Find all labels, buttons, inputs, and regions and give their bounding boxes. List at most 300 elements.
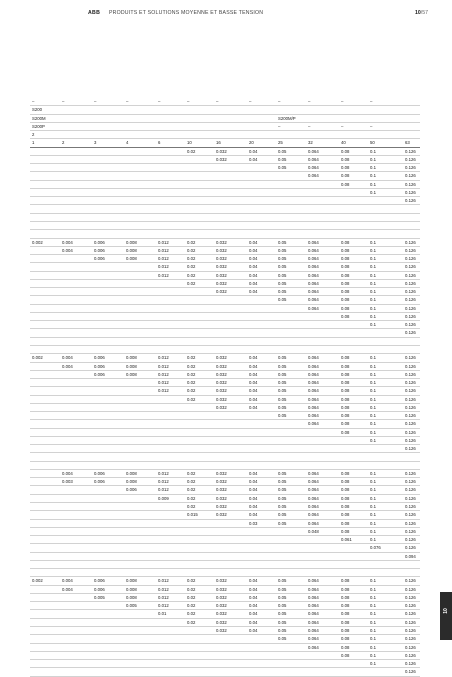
table-cell: 0.02	[187, 470, 196, 476]
table-cell: 0.02	[187, 363, 196, 369]
table-row	[30, 668, 420, 676]
table-row	[30, 363, 420, 371]
table-cell: 0.064	[308, 363, 319, 369]
table-cell: 0.126	[405, 611, 416, 617]
table-cell: 0.02	[187, 371, 196, 377]
table-row	[30, 544, 420, 552]
table-cell: 0.012	[158, 264, 169, 270]
table-cell: 0.126	[405, 628, 416, 633]
table-cell: 0.032	[216, 512, 227, 518]
table-cell: 0.1	[370, 429, 376, 435]
brand-logo: ABB	[88, 10, 101, 16]
table-cell: 0.04	[249, 495, 258, 501]
table-row	[30, 156, 420, 164]
table-cell: 0.04	[249, 256, 258, 262]
table-cell: –	[308, 99, 311, 104]
table-cell: 0.1	[370, 313, 376, 319]
table-cell: 0.08	[341, 247, 350, 253]
table-cell: 0.126	[405, 313, 416, 319]
table-cell: 0.064	[308, 165, 319, 171]
table-cell: 0.04	[249, 578, 258, 584]
table-row	[30, 172, 420, 180]
table-cell: 0.02	[187, 148, 196, 154]
table-cell: 0.006	[94, 247, 105, 253]
table-cell: 0.126	[405, 272, 416, 278]
table-cell: 0.02	[187, 594, 196, 600]
table-cell: 0.126	[405, 545, 416, 551]
table-row	[30, 313, 420, 321]
table-cell: 0.064	[308, 586, 319, 592]
table-cell: 0.064	[308, 280, 319, 286]
table-cell: 40	[341, 140, 346, 146]
table-cell: 0.05	[278, 512, 287, 518]
table-cell: 0.05	[278, 156, 287, 162]
table-header-row	[30, 98, 420, 106]
table-cell: 0.08	[341, 181, 350, 187]
table-cell: 0.032	[216, 603, 227, 609]
table-cell: 0.08	[341, 264, 350, 270]
table-cell: 6	[158, 140, 161, 146]
table-row	[30, 437, 420, 445]
table-cell: 0.1	[370, 322, 376, 328]
table-cell: 0.02	[187, 247, 196, 253]
page-title: PRODUITS ET SOLUTIONS MOYENNE ET BASSE TENSION	[109, 10, 264, 16]
table-cell: 0.064	[308, 404, 319, 410]
table-cell: 0.012	[158, 355, 169, 361]
table-cell: 0.08	[341, 594, 350, 600]
table-cell: 0.032	[216, 289, 227, 295]
table-cell: 0.015	[187, 512, 198, 518]
table-cell: 0.126	[405, 297, 416, 303]
table-cell: 0.006	[94, 479, 105, 485]
table-cell: –	[126, 99, 129, 104]
table-cell: 2	[62, 140, 65, 146]
table-cell: 0.04	[249, 619, 258, 625]
table-cell: 0.064	[308, 611, 319, 617]
table-cell: 0.1	[370, 504, 376, 510]
table-cell: 0.1	[370, 156, 376, 162]
table-row	[30, 511, 420, 519]
table-row	[30, 445, 420, 453]
table-row	[30, 396, 420, 404]
table-cell: 0.064	[308, 355, 319, 361]
table-cell: 0.126	[405, 636, 416, 642]
table-row	[30, 354, 420, 362]
table-cell: 0.04	[249, 396, 258, 402]
table-cell: 0.126	[405, 173, 416, 179]
table-cell: 0.002	[32, 355, 43, 361]
table-cell: 0.064	[308, 305, 319, 311]
table-cell: 0.1	[370, 256, 376, 262]
table-cell: 0.032	[216, 611, 227, 617]
table-cell: 0.006	[94, 470, 105, 476]
table-cell: 0.1	[370, 355, 376, 361]
table-cell: 0.004	[62, 470, 73, 476]
table-cell: 0.126	[405, 189, 416, 195]
table-cell: 0.032	[216, 256, 227, 262]
table-cell: 0.08	[341, 355, 350, 361]
table-cell: 0.02	[187, 380, 196, 386]
table-cell: 0.048	[308, 528, 319, 534]
table-cell: 0.004	[62, 578, 73, 584]
table-cell: –	[341, 123, 344, 129]
table-cell: 0.008	[126, 586, 137, 592]
table-row	[30, 528, 420, 536]
table-cell: 0.032	[216, 628, 227, 633]
table-cell: 0.005	[94, 594, 105, 600]
table-cell: 0.126	[405, 264, 416, 270]
table-cell: 0.032	[216, 404, 227, 410]
table-cell: 0.004	[62, 239, 73, 245]
table-cell: 0.08	[341, 487, 350, 493]
table-cell: 0.05	[278, 363, 287, 369]
table-cell: –	[370, 99, 373, 104]
table-cell: 20	[249, 140, 254, 146]
table-cell: 0.126	[405, 479, 416, 485]
table-cell: 0.1	[370, 594, 376, 600]
table-cell: 0.064	[308, 578, 319, 584]
table-cell: 0.08	[341, 297, 350, 303]
table-cell: 0.05	[278, 413, 287, 419]
table-cell: 0.08	[341, 652, 350, 658]
table-cell: 0.1	[370, 644, 376, 650]
table-cell: 0.08	[341, 644, 350, 650]
table-row	[30, 495, 420, 503]
table-cell: 0.064	[308, 371, 319, 377]
table-cell: 0.032	[216, 495, 227, 501]
table-cell: 0.126	[405, 586, 416, 592]
table-cell: 0.08	[341, 148, 350, 154]
table-cell: 0.006	[94, 578, 105, 584]
table-cell: 0.08	[341, 272, 350, 278]
table-row	[30, 189, 420, 197]
table-cell: 0.1	[370, 404, 376, 410]
table-cell: 2	[32, 132, 35, 138]
table-cell: 0.126	[405, 504, 416, 510]
table-cell: 0.04	[249, 404, 258, 410]
table-row	[30, 404, 420, 412]
table-cell: 0.032	[216, 388, 227, 394]
table-cell: 16	[216, 140, 221, 146]
table-cell: 0.04	[249, 603, 258, 609]
table-cell: 0.126	[405, 661, 416, 667]
table-cell: 0.03	[249, 520, 258, 526]
table-cell: 0.006	[94, 355, 105, 361]
table-cell: 0.126	[405, 355, 416, 361]
table-cell: 0.1	[370, 520, 376, 526]
table-cell: 0.1	[370, 181, 376, 187]
table-cell: 0.08	[341, 636, 350, 642]
table-row	[30, 329, 420, 337]
table-cell: 0.1	[370, 537, 376, 543]
table-cell: 0.1	[370, 652, 376, 658]
table-row	[30, 371, 420, 379]
table-cell: 0.005	[126, 603, 137, 609]
table-cell: 0.064	[308, 594, 319, 600]
table-cell: 63	[405, 140, 410, 146]
table-cell: 0.1	[370, 495, 376, 501]
table-cell: 0.032	[216, 272, 227, 278]
table-cell: 0.002	[32, 239, 43, 245]
table-cell: 0.064	[308, 628, 319, 633]
table-cell: 0.02	[187, 495, 196, 501]
table-row	[30, 272, 420, 280]
table-row	[30, 296, 420, 304]
table-header-row	[30, 106, 420, 114]
table-cell: 0.008	[126, 594, 137, 600]
table-cell: 0.008	[126, 256, 137, 262]
table-cell: 0.05	[278, 380, 287, 386]
table-row	[30, 214, 420, 222]
table-cell: 0.032	[216, 264, 227, 270]
table-cell: 0.04	[249, 247, 258, 253]
table-cell: 0.032	[216, 578, 227, 584]
table-cell: 0.1	[370, 611, 376, 617]
table-cell: –	[62, 99, 65, 104]
table-cell: 0.08	[341, 380, 350, 386]
table-cell: 0.05	[278, 256, 287, 262]
table-cell: 0.05	[278, 289, 287, 295]
table-cell: 0.05	[278, 247, 287, 253]
table-cell: 32	[308, 140, 313, 146]
table-cell: 0.126	[405, 289, 416, 295]
table-cell: 0.004	[62, 355, 73, 361]
table-cell: –	[278, 123, 281, 129]
table-row	[30, 247, 420, 255]
table-cell: 0.064	[308, 479, 319, 485]
table-cell: 0.012	[158, 586, 169, 592]
table-cell: 0.006	[94, 363, 105, 369]
table-cell: 0.05	[278, 272, 287, 278]
table-cell: 0.1	[370, 165, 376, 171]
table-cell: 25	[278, 140, 283, 146]
table-cell: –	[94, 99, 97, 104]
table-cell: 0.05	[278, 264, 287, 270]
table-cell: 0.064	[308, 470, 319, 476]
table-cell: 0.05	[278, 586, 287, 592]
table-cell: 0.064	[308, 644, 319, 650]
table-cell: 0.008	[126, 239, 137, 245]
table-row	[30, 205, 420, 213]
table-cell: 0.08	[341, 520, 350, 526]
table-cell: 0.076	[370, 545, 381, 551]
table-cell: 0.012	[158, 247, 169, 253]
table-cell: 0.02	[187, 603, 196, 609]
table-cell: 0.008	[126, 247, 137, 253]
table-cell: S200M	[32, 115, 46, 121]
table-row	[30, 379, 420, 387]
table-cell: 0.1	[370, 619, 376, 625]
table-cell: 0.064	[308, 264, 319, 270]
table-cell: 0.064	[308, 512, 319, 518]
table-cell: 0.006	[126, 487, 137, 493]
table-row	[30, 280, 420, 288]
table-cell: 0.064	[308, 487, 319, 493]
table-cell: 0.1	[370, 189, 376, 195]
table-cell: 0.1	[370, 421, 376, 427]
table-cell: 0.04	[249, 611, 258, 617]
table-row	[30, 635, 420, 643]
table-cell: 0.032	[216, 619, 227, 625]
page-current: 10	[415, 10, 421, 16]
table-cell: 0.05	[278, 371, 287, 377]
table-row	[30, 230, 420, 238]
table-cell: 0.126	[405, 371, 416, 377]
table-cell: 0.126	[405, 247, 416, 253]
table-row	[30, 197, 420, 205]
table-cell: 0.012	[158, 487, 169, 493]
table-cell: 0.08	[341, 619, 350, 625]
table-cell: 0.094	[405, 553, 416, 559]
table-cell: 0.04	[249, 470, 258, 476]
table-cell: 0.1	[370, 413, 376, 419]
table-cell: 0.126	[405, 429, 416, 435]
table-cell: 0.008	[126, 479, 137, 485]
table-cell: 0.04	[249, 280, 258, 286]
table-cell: 0.064	[308, 413, 319, 419]
table-cell: 0.02	[187, 479, 196, 485]
table-cell: 0.05	[278, 636, 287, 642]
table-cell: –	[158, 99, 161, 104]
table-cell: 0.04	[249, 239, 258, 245]
table-cell: 0.08	[341, 413, 350, 419]
table-cell: 1	[32, 140, 35, 146]
table-cell: 0.126	[405, 388, 416, 394]
chapter-tab-label: 10	[443, 608, 449, 614]
table-row	[30, 338, 420, 346]
table-cell: 0.008	[126, 578, 137, 584]
table-cell: 0.126	[405, 404, 416, 410]
table-cell: 0.1	[370, 396, 376, 402]
table-cell: 0.126	[405, 148, 416, 154]
table-cell: 0.04	[249, 272, 258, 278]
table-cell: 0.126	[405, 198, 416, 204]
table-cell: 0.1	[370, 148, 376, 154]
table-cell: 0.126	[405, 537, 416, 543]
table-cell: S200	[32, 107, 43, 113]
table-row	[30, 536, 420, 544]
table-cell: 0.04	[249, 479, 258, 485]
table-row	[30, 520, 420, 528]
table-cell: 0.064	[308, 603, 319, 609]
table-cell: 0.126	[405, 669, 416, 675]
table-cell: 0.1	[370, 363, 376, 369]
table-cell: 0.1	[370, 239, 376, 245]
table-cell: 0.012	[158, 239, 169, 245]
table-row	[30, 222, 420, 230]
table-row	[30, 255, 420, 263]
page-header	[0, 9, 452, 19]
table-cell: 0.126	[405, 165, 416, 171]
table-cell: 0.05	[278, 404, 287, 410]
table-cell: 0.012	[158, 371, 169, 377]
table-cell: 0.012	[158, 603, 169, 609]
table-cell: S200P	[32, 123, 45, 129]
table-cell: 0.126	[405, 181, 416, 187]
table-cell: 0.05	[278, 355, 287, 361]
table-cell: 0.04	[249, 148, 258, 154]
table-cell: 0.126	[405, 239, 416, 245]
table-row	[30, 164, 420, 172]
table-cell: 0.05	[278, 239, 287, 245]
table-cell: 0.003	[62, 479, 73, 485]
table-cell: 0.012	[158, 272, 169, 278]
table-cell: 0.126	[405, 363, 416, 369]
table-cell: 0.02	[187, 280, 196, 286]
table-cell: 0.04	[249, 289, 258, 295]
table-cell: 0.126	[405, 421, 416, 427]
table-cell: 0.1	[370, 661, 376, 667]
table-cell: 0.02	[187, 504, 196, 510]
table-cell: 0.02	[187, 264, 196, 270]
table-row	[30, 420, 420, 428]
table-row	[30, 453, 420, 461]
table-row	[30, 660, 420, 668]
table-cell: 0.012	[158, 470, 169, 476]
table-row	[30, 148, 420, 156]
table-cell: –	[308, 123, 311, 129]
table-cell: 0.004	[62, 363, 73, 369]
table-cell: 0.126	[405, 470, 416, 476]
table-cell: 0.08	[341, 289, 350, 295]
table-cell: –	[278, 99, 281, 104]
table-cell: 0.08	[341, 429, 350, 435]
table-cell: 0.08	[341, 611, 350, 617]
table-row	[30, 305, 420, 313]
table-row	[30, 470, 420, 478]
table-cell: 0.05	[278, 594, 287, 600]
table-cell: 0.02	[187, 586, 196, 592]
table-cell: 0.08	[341, 156, 350, 162]
table-cell: 0.08	[341, 396, 350, 402]
table-row	[30, 619, 420, 627]
table-cell: 0.064	[308, 256, 319, 262]
table-cell: 0.126	[405, 256, 416, 262]
table-cell: 0.126	[405, 520, 416, 526]
table-cell: 0.08	[341, 470, 350, 476]
table-cell: 4	[126, 140, 129, 146]
table-row	[30, 610, 420, 618]
table-cell: 0.064	[308, 173, 319, 179]
table-cell: 0.1	[370, 578, 376, 584]
table-row	[30, 652, 420, 660]
table-cell: 0.032	[216, 396, 227, 402]
table-cell: 50	[370, 140, 375, 146]
table-cell: –	[341, 99, 344, 104]
table-cell: 0.006	[94, 256, 105, 262]
table-cell: 0.008	[126, 371, 137, 377]
table-cell: 0.05	[278, 603, 287, 609]
table-cell: 0.002	[32, 578, 43, 584]
table-cell: 0.126	[405, 594, 416, 600]
table-row	[30, 594, 420, 602]
table-cell: 0.064	[308, 148, 319, 154]
table-cell: 0.008	[126, 470, 137, 476]
table-row	[30, 462, 420, 470]
table-cell: 0.064	[308, 239, 319, 245]
table-cell: –	[187, 99, 190, 104]
table-row	[30, 577, 420, 585]
table-cell: 0.05	[278, 611, 287, 617]
table-header-row	[30, 139, 420, 147]
table-cell: 0.08	[341, 388, 350, 394]
table-cell: 0.032	[216, 504, 227, 510]
table-cell: 0.064	[308, 272, 319, 278]
chapter-tab	[440, 592, 452, 640]
table-cell: 0.04	[249, 487, 258, 493]
table-cell: 0.012	[158, 388, 169, 394]
table-cell: 0.08	[341, 404, 350, 410]
